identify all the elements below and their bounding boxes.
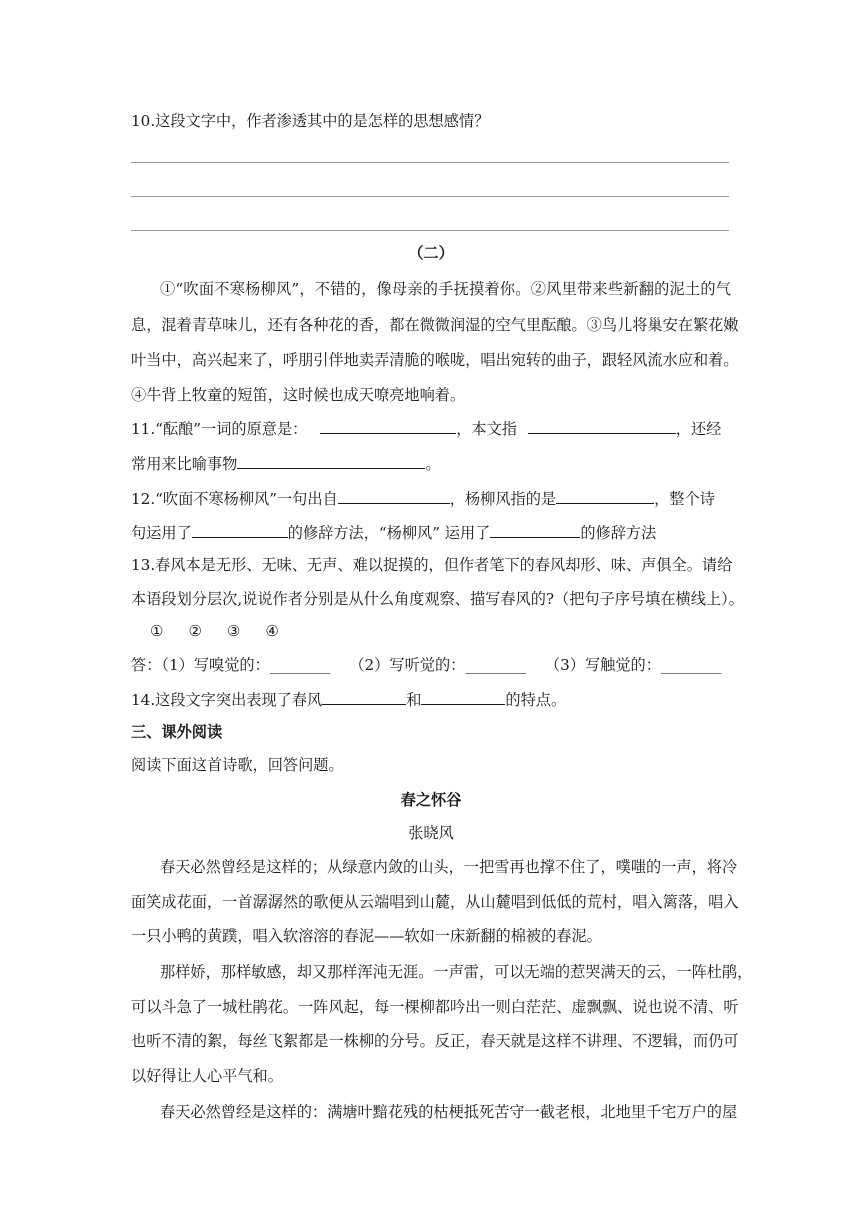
answer-blank[interactable] [322,688,406,705]
q12-text: 的修辞方法 [580,524,657,542]
q12-text: ，整个诗 [654,490,715,508]
marker-1: ① [150,622,164,640]
poem-line: 春天必然曾经是这样的：满塘叶黯花残的枯梗抵死苦守一截老根，北地里千宅万户的屋 [160,1103,738,1121]
passage-line: 息，混着青草味儿，还有各种花的香，都在微微润湿的空气里酝酿。③鸟儿将巢安在繁花嫩 [131,316,739,334]
q11-text: ，本文指 [456,420,517,438]
q12-text: ，杨柳风指的是 [449,490,557,508]
question-14 [131,688,731,710]
poem-line: 可以斗急了一城杜鹃花。一阵风起，每一棵柳都吟出一则白茫茫、虚飘飘、说也说不清、听 [131,998,739,1016]
answer-blank[interactable] [237,452,425,469]
answer-line[interactable] [131,230,729,231]
answer-blank[interactable]: ________ [465,656,527,674]
q13-answer-label: （3）写触觉的： [544,656,661,674]
section-3-heading: 三、课外阅读 [131,723,223,741]
question-12-line1 [131,487,731,509]
answer-blank[interactable]: ________ [269,656,331,674]
question-13-answer [131,655,731,675]
q14-text: 14.这段文字突出表现了春风 [131,691,323,709]
answer-blank[interactable] [338,487,450,504]
poem-line: 春天必然曾经是这样的；从绿意内敛的山头，一把雪再也撑不住了，噗嗤的一声，将冷 [160,858,738,876]
section-3-intro: 阅读下面这首诗歌，回答问题。 [131,756,344,774]
poem-author: 张晓风 [408,824,454,842]
poem-title: 春之怀谷 [400,791,462,809]
answer-blank[interactable] [320,417,456,434]
poem-line: 一只小鸭的黄蹼，唱入软溶溶的春泥——软如一床新翻的棉被的春泥。 [131,927,602,945]
answer-blank[interactable] [421,688,505,705]
passage-line: ①“吹面不寒杨柳风”，不错的，像母亲的手抚摸着你。②风里带来些新翻的泥土的气 [160,280,731,298]
answer-line[interactable] [131,162,729,163]
question-12-line2 [131,521,731,543]
q14-text: 和 [406,691,422,709]
q12-text: 的修辞方法，“杨柳风” 运用了 [287,524,491,542]
marker-3: ③ [226,622,241,640]
answer-blank[interactable] [490,521,580,538]
question-13-line2: 本语段划分层次,说说作者分别是从什么角度观察、描写春风的?（把句子序号填在横线上）。 [131,590,744,608]
answer-blank[interactable]: ________ [660,656,722,674]
section-2-title: （二） [408,244,454,262]
poem-line: 也听不清的絮，每丝飞絮都是一株柳的分号。反正，春天就是这样不讲理、不逻辑，而仍可 [131,1032,739,1050]
q12-text: 12.“吹面不寒杨柳风”一句出自 [131,490,338,508]
q11-text: 常用来比喻事物 [131,455,238,473]
question-10: 10.这段文字中，作者渗透其中的是怎样的思想感情？ [131,112,490,130]
question-11-line1 [131,417,731,439]
answer-line[interactable] [131,196,729,197]
marker-2: ② [188,622,203,640]
poem-line: 以好得让人心平气和。 [131,1067,283,1085]
passage-line: 叶当中，高兴起来了，呼朋引伴地卖弄清脆的喉咙，唱出宛转的曲子，跟轻风流水应和着。 [131,351,739,369]
sentence-markers [150,621,750,641]
answer-blank[interactable] [528,417,676,434]
q14-text: 的特点。 [505,691,567,709]
q11-text: ，还经 [675,420,722,438]
answer-blank[interactable] [192,521,288,538]
answer-blank[interactable] [556,487,654,504]
question-11-line2 [131,452,731,474]
q13-answer-label: 答：（1）写嗅觉的： [131,656,270,674]
poem-line: 那样娇，那样敏感，却又那样浑沌无涯。一声雷，可以无端的惹哭满天的云，一阵杜鹃， [160,963,753,981]
q13-answer-label: （2）写听觉的： [349,656,466,674]
poem-line: 面笑成花面，一首潺潺然的歌便从云端唱到山麓，从山麓唱到低低的荒村，唱入篱落，唱入 [131,893,739,911]
q11-text: 11.“酝酿”一词的原意是： [131,420,308,438]
q11-text: 。 [425,455,441,473]
question-13-line1: 13.春风本是无形、无味、无声、难以捉摸的，但作者笔下的春风却形、味、声俱全。请给 [131,556,733,574]
marker-4: ④ [265,622,279,640]
q12-text: 句运用了 [131,524,192,542]
passage-line: ④牛背上牧童的短笛，这时候也成天嘹亮地响着。 [131,386,466,404]
